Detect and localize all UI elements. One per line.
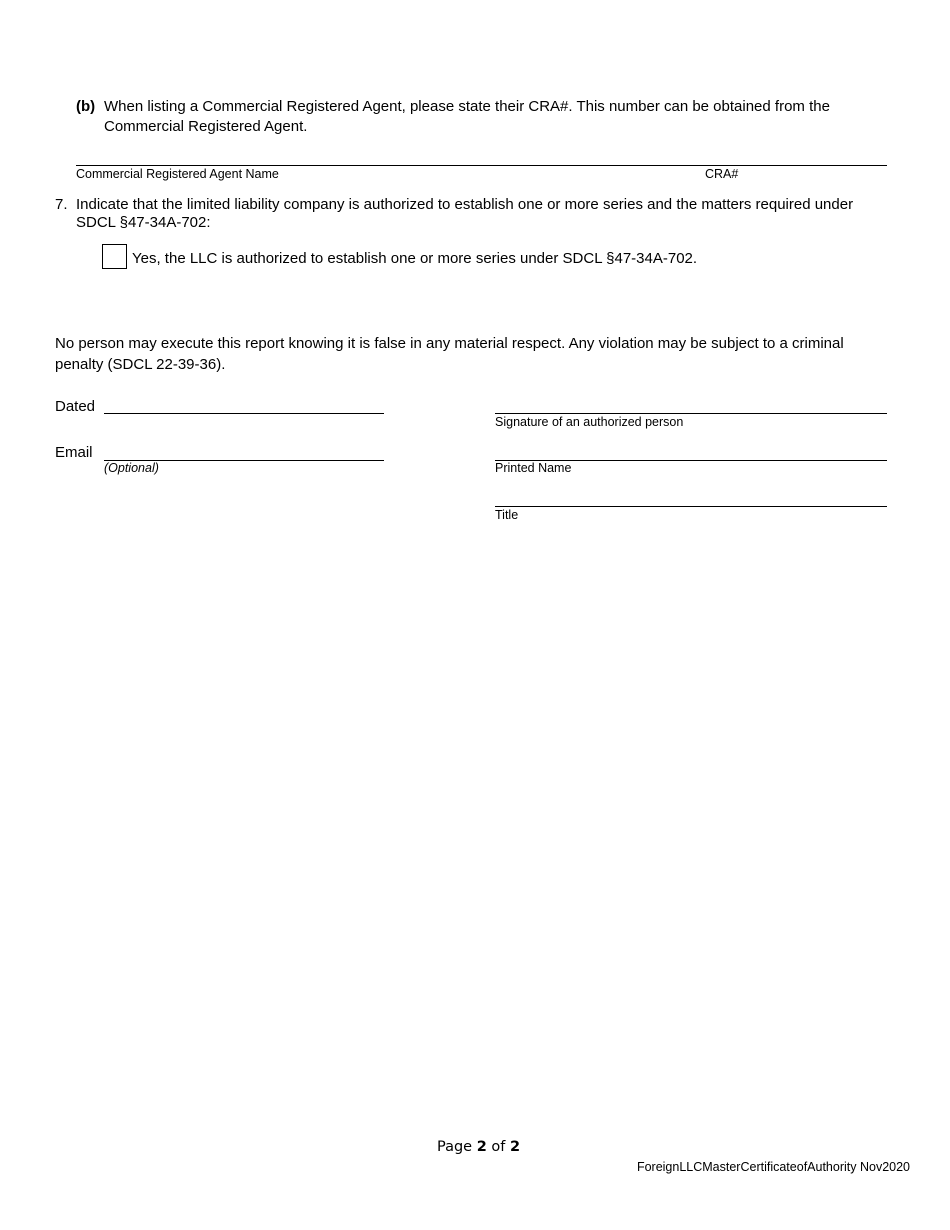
- section-b-marker: (b): [76, 98, 96, 115]
- email-optional-note: (Optional): [104, 461, 159, 475]
- item7-number: 7.: [55, 196, 68, 213]
- email-label: Email: [55, 444, 93, 461]
- title-label: Title: [495, 508, 519, 522]
- penalty-text-line2: penalty (SDCL 22-39-36).: [55, 356, 226, 373]
- form-identifier: ForeignLLCMasterCertificateofAuthority Nov2020: [636, 1160, 910, 1174]
- section-b-text-line2: Commercial Registered Agent.: [104, 118, 308, 135]
- penalty-text-line1: No person may execute this report knowing it is false in any material respect. Any violation may be subject to a criminal: [55, 335, 844, 352]
- dated-label: Dated: [55, 398, 96, 415]
- cra-number-label: CRA#: [705, 167, 739, 181]
- section-b-text-line1: When listing a Commercial Registered Agent, please state their CRA#. This number can be obtained from the: [104, 98, 830, 115]
- signature-label: Signature of an authorized person: [495, 415, 684, 429]
- page-number: [437, 1139, 520, 1155]
- series-authorized-label: Yes, the LLC is authorized to establish one or more series under SDCL §47-34A-702.: [132, 250, 698, 267]
- cra-agent-name-label: Commercial Registered Agent Name: [76, 167, 279, 181]
- page-current: 2: [476, 1139, 487, 1155]
- title-field[interactable]: [495, 506, 887, 507]
- page-prefix: Page: [437, 1139, 473, 1155]
- signature-field[interactable]: [495, 413, 887, 414]
- cra-entry-line[interactable]: [76, 165, 887, 166]
- dated-field[interactable]: [104, 413, 384, 414]
- printed-name-label: Printed Name: [495, 461, 572, 475]
- item7-text-line2: SDCL §47-34A-702:: [76, 214, 211, 231]
- item7-text-line1: Indicate that the limited liability company is authorized to establish one or more series and the matters required under: [76, 196, 854, 213]
- page-total: 2: [510, 1139, 521, 1155]
- page-of: of: [491, 1139, 506, 1155]
- series-authorized-checkbox[interactable]: [102, 244, 127, 269]
